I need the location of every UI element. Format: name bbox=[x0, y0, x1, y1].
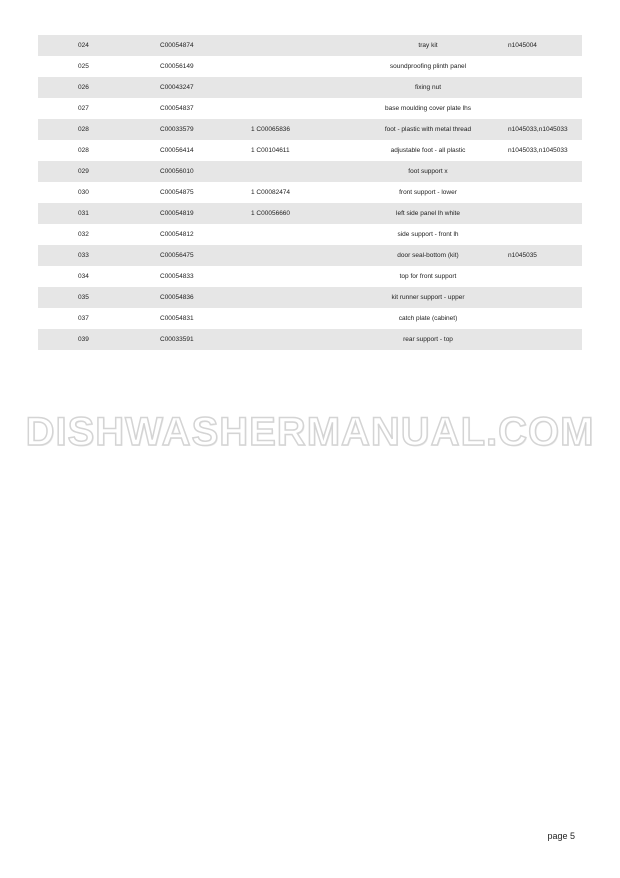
position-number: 027 bbox=[78, 105, 89, 112]
part-description: side support - front lh bbox=[397, 231, 459, 238]
part-code: C00033591 bbox=[160, 336, 194, 343]
position-number: 031 bbox=[78, 210, 89, 217]
position-number: 024 bbox=[78, 42, 89, 49]
part-description: front support - lower bbox=[399, 189, 457, 196]
position-number: 039 bbox=[78, 336, 89, 343]
position-number: 028 bbox=[78, 126, 89, 133]
part-code: C00033579 bbox=[160, 126, 194, 133]
position-number: 034 bbox=[78, 273, 89, 280]
position-number: 032 bbox=[78, 231, 89, 238]
position-number: 029 bbox=[78, 168, 89, 175]
part-code: C00054836 bbox=[160, 294, 194, 301]
page-number: page 5 bbox=[547, 831, 575, 841]
table-row bbox=[38, 266, 582, 287]
table-row bbox=[38, 98, 582, 119]
watermark-logo: DISHWASHERMANUAL.COM bbox=[25, 410, 595, 454]
part-description: tray kit bbox=[418, 42, 438, 49]
reference-code: n1045033,n1045033 bbox=[508, 126, 568, 133]
table-row bbox=[38, 287, 582, 308]
part-description: adjustable foot - all plastic bbox=[390, 147, 466, 154]
substitute-code: 1 C00082474 bbox=[251, 189, 291, 196]
part-description: catch plate (cabinet) bbox=[398, 315, 458, 322]
substitute-code: 1 C00065836 bbox=[251, 126, 291, 133]
part-description: foot - plastic with metal thread bbox=[384, 126, 472, 133]
part-description: left side panel lh white bbox=[396, 210, 460, 217]
substitute-code: 1 C00056660 bbox=[251, 210, 291, 217]
position-number: 026 bbox=[78, 84, 89, 91]
part-code: C00056414 bbox=[160, 147, 194, 154]
table-row bbox=[38, 329, 582, 350]
table-row bbox=[38, 77, 582, 98]
position-number: 025 bbox=[78, 63, 89, 70]
part-code: C00054819 bbox=[160, 210, 194, 217]
part-description: base moulding cover plate lhs bbox=[385, 105, 471, 112]
substitute-code: 1 C00104611 bbox=[251, 147, 290, 154]
part-code: C00056010 bbox=[160, 168, 194, 175]
position-number: 028 bbox=[78, 147, 89, 154]
reference-code: n1045033,n1045033 bbox=[508, 147, 568, 154]
position-number: 037 bbox=[78, 315, 89, 322]
position-number: 030 bbox=[78, 189, 89, 196]
table-row bbox=[38, 35, 582, 56]
part-description: soundproofing plinth panel bbox=[389, 63, 467, 70]
part-code: C00056149 bbox=[160, 63, 194, 70]
part-description: top for front support bbox=[399, 273, 457, 280]
table-row bbox=[38, 182, 582, 203]
table-row bbox=[38, 245, 582, 266]
position-number: 033 bbox=[78, 252, 89, 259]
part-code: C00054874 bbox=[160, 42, 194, 49]
part-code: C00054875 bbox=[160, 189, 194, 196]
part-code: C00043247 bbox=[160, 84, 194, 91]
table-row bbox=[38, 56, 582, 77]
part-code: C00054831 bbox=[160, 315, 194, 322]
part-description: kit runner support - upper bbox=[391, 294, 465, 301]
table-row bbox=[38, 224, 582, 245]
part-description: rear support - top bbox=[403, 336, 453, 343]
table-row bbox=[38, 161, 582, 182]
table-row bbox=[38, 140, 582, 161]
reference-code: n1045004 bbox=[508, 42, 537, 49]
table-row bbox=[38, 203, 582, 224]
part-code: C00056475 bbox=[160, 252, 194, 259]
reference-code: n1045035 bbox=[508, 252, 537, 259]
parts-table bbox=[38, 35, 582, 350]
part-code: C00054833 bbox=[160, 273, 194, 280]
position-number: 035 bbox=[78, 294, 89, 301]
part-description: door seal-bottom (kit) bbox=[397, 252, 459, 259]
part-code: C00054812 bbox=[160, 231, 194, 238]
table-row bbox=[38, 119, 582, 140]
part-description: fixing nut bbox=[414, 84, 442, 91]
table-row bbox=[38, 308, 582, 329]
part-description: foot support x bbox=[408, 168, 448, 175]
part-code: C00054837 bbox=[160, 105, 194, 112]
